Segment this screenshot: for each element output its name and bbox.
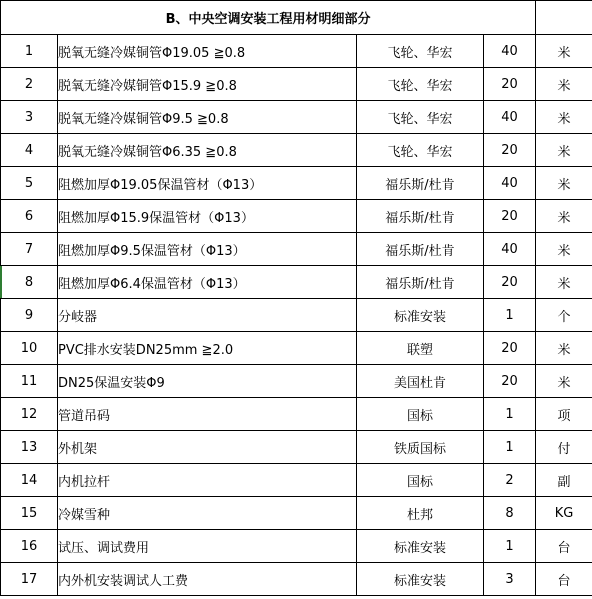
item-name-cell[interactable]: PVC排水安装DN25mm ≧2.0 — [58, 332, 357, 365]
quantity-cell[interactable]: 20 — [484, 365, 536, 398]
table-row — [1, 200, 592, 233]
table-row — [1, 530, 592, 563]
brand-cell[interactable]: 国标 — [357, 464, 484, 497]
quantity-cell[interactable]: 20 — [484, 266, 536, 299]
unit-cell[interactable]: 米 — [536, 134, 592, 167]
unit-cell[interactable]: 米 — [536, 365, 592, 398]
quantity-cell[interactable]: 20 — [484, 134, 536, 167]
quantity-cell[interactable]: 1 — [484, 431, 536, 464]
row-number-cell[interactable]: 9 — [1, 299, 58, 332]
row-number-cell[interactable]: 5 — [1, 167, 58, 200]
row-number-cell[interactable]: 11 — [1, 365, 58, 398]
table-row — [1, 497, 592, 530]
quantity-cell[interactable]: 8 — [484, 497, 536, 530]
quantity-cell[interactable]: 40 — [484, 101, 536, 134]
unit-cell[interactable]: 米 — [536, 332, 592, 365]
row-number-cell[interactable]: 12 — [1, 398, 58, 431]
quantity-cell[interactable]: 1 — [484, 530, 536, 563]
brand-cell[interactable]: 国标 — [357, 398, 484, 431]
row-number-cell[interactable]: 10 — [1, 332, 58, 365]
table-row — [1, 68, 592, 101]
table-row — [1, 233, 592, 266]
unit-cell[interactable]: 个 — [536, 299, 592, 332]
row-number-cell[interactable]: 17 — [1, 563, 58, 596]
unit-cell[interactable]: 米 — [536, 101, 592, 134]
item-name-cell[interactable]: 脱氧无缝冷媒铜管Φ19.05 ≧0.8 — [58, 35, 357, 68]
item-name-cell[interactable]: 阻燃加厚Φ19.05保温管材（Φ13） — [58, 167, 357, 200]
quantity-cell[interactable]: 40 — [484, 167, 536, 200]
item-name-cell[interactable]: 冷媒雪种 — [58, 497, 357, 530]
row-number-cell[interactable]: 13 — [1, 431, 58, 464]
brand-cell[interactable]: 飞轮、华宏 — [357, 35, 484, 68]
brand-cell[interactable]: 铁质国标 — [357, 431, 484, 464]
item-name-cell[interactable]: DN25保温安装Φ9 — [58, 365, 357, 398]
item-name-cell[interactable]: 外机架 — [58, 431, 357, 464]
quantity-cell[interactable]: 20 — [484, 200, 536, 233]
row-number-cell[interactable]: 1 — [1, 35, 58, 68]
unit-cell[interactable]: 米 — [536, 266, 592, 299]
table-row — [1, 134, 592, 167]
table-row — [1, 563, 592, 596]
table-row — [1, 101, 592, 134]
table-title[interactable]: B、中央空调安装工程用材明细部分 — [1, 1, 536, 35]
row-number-cell[interactable]: 3 — [1, 101, 58, 134]
item-name-cell[interactable]: 试压、调试费用 — [58, 530, 357, 563]
item-name-cell[interactable]: 阻燃加厚Φ15.9保温管材（Φ13） — [58, 200, 357, 233]
item-name-cell[interactable]: 阻燃加厚Φ9.5保温管材（Φ13） — [58, 233, 357, 266]
unit-cell[interactable]: 米 — [536, 233, 592, 266]
brand-cell[interactable]: 福乐斯/杜肯 — [357, 233, 484, 266]
item-name-cell[interactable]: 阻燃加厚Φ6.4保温管材（Φ13） — [58, 266, 357, 299]
table-row — [1, 464, 592, 497]
table-row — [1, 431, 592, 464]
item-name-cell[interactable]: 分岐器 — [58, 299, 357, 332]
unit-cell[interactable]: 台 — [536, 530, 592, 563]
brand-cell[interactable]: 飞轮、华宏 — [357, 101, 484, 134]
row-number-cell[interactable]: 2 — [1, 68, 58, 101]
row-number-cell[interactable]: 14 — [1, 464, 58, 497]
unit-cell[interactable]: 米 — [536, 167, 592, 200]
item-name-cell[interactable]: 内机拉杆 — [58, 464, 357, 497]
quantity-cell[interactable]: 2 — [484, 464, 536, 497]
unit-cell[interactable]: 副 — [536, 464, 592, 497]
row-number-cell[interactable]: 4 — [1, 134, 58, 167]
brand-cell[interactable]: 美国杜肯 — [357, 365, 484, 398]
item-name-cell[interactable]: 脱氧无缝冷媒铜管Φ9.5 ≧0.8 — [58, 101, 357, 134]
row-number-cell[interactable]: 7 — [1, 233, 58, 266]
brand-cell[interactable]: 标准安装 — [357, 563, 484, 596]
quantity-cell[interactable]: 20 — [484, 68, 536, 101]
row-number-cell[interactable]: 8 — [1, 266, 58, 299]
table-row — [1, 266, 592, 299]
quantity-cell[interactable]: 40 — [484, 35, 536, 68]
table-row — [1, 299, 592, 332]
item-name-cell[interactable]: 管道吊码 — [58, 398, 357, 431]
table-row — [1, 398, 592, 431]
brand-cell[interactable]: 福乐斯/杜肯 — [357, 266, 484, 299]
unit-cell[interactable]: 米 — [536, 200, 592, 233]
table-row — [1, 35, 592, 68]
brand-cell[interactable]: 飞轮、华宏 — [357, 68, 484, 101]
unit-cell[interactable]: 米 — [536, 68, 592, 101]
table-row — [1, 332, 592, 365]
unit-cell[interactable]: 米 — [536, 35, 592, 68]
unit-cell[interactable]: 台 — [536, 563, 592, 596]
brand-cell[interactable]: 标准安装 — [357, 530, 484, 563]
brand-cell[interactable]: 福乐斯/杜肯 — [357, 167, 484, 200]
item-name-cell[interactable]: 脱氧无缝冷媒铜管Φ6.35 ≧0.8 — [58, 134, 357, 167]
row-number-cell[interactable]: 15 — [1, 497, 58, 530]
unit-cell[interactable]: 付 — [536, 431, 592, 464]
brand-cell[interactable]: 标准安装 — [357, 299, 484, 332]
selected-row-marker — [0, 266, 2, 298]
table-row — [1, 167, 592, 200]
quantity-cell[interactable]: 20 — [484, 332, 536, 365]
row-number-cell[interactable]: 16 — [1, 530, 58, 563]
quantity-cell[interactable]: 1 — [484, 398, 536, 431]
quantity-cell[interactable]: 3 — [484, 563, 536, 596]
brand-cell[interactable]: 杜邦 — [357, 497, 484, 530]
brand-cell[interactable]: 福乐斯/杜肯 — [357, 200, 484, 233]
item-name-cell[interactable]: 脱氧无缝冷媒铜管Φ15.9 ≧0.8 — [58, 68, 357, 101]
quantity-cell[interactable]: 40 — [484, 233, 536, 266]
table-row — [1, 365, 592, 398]
title-empty-cell[interactable] — [536, 1, 592, 35]
title-row — [1, 1, 592, 35]
brand-cell[interactable]: 飞轮、华宏 — [357, 134, 484, 167]
unit-cell[interactable]: KG — [536, 497, 592, 530]
brand-cell[interactable]: 联塑 — [357, 332, 484, 365]
item-name-cell[interactable]: 内外机安装调试人工费 — [58, 563, 357, 596]
row-number-cell[interactable]: 6 — [1, 200, 58, 233]
unit-cell[interactable]: 项 — [536, 398, 592, 431]
quantity-cell[interactable]: 1 — [484, 299, 536, 332]
